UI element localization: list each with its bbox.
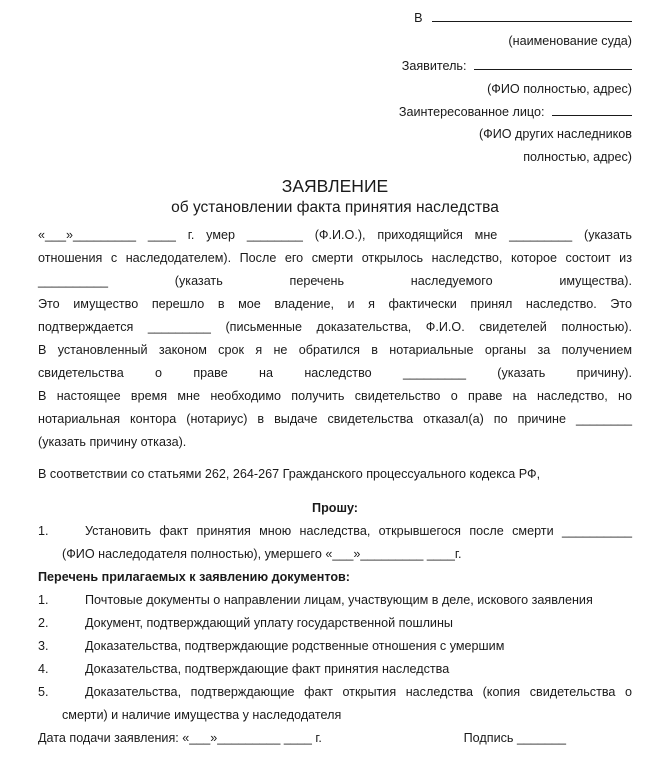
body-line-10: (указать причину отказа). [38,435,187,449]
document-subtitle: об установлении факта принятия наследства [171,199,499,216]
attachment-text-2: Документ, подтверждающий уплату государственной пошлины [85,616,453,630]
body-line-7: свидетельства о праве на наследство _________ (указать причину). [38,366,632,380]
applicant-blank [474,58,632,70]
court-hint: (наименование суда) [508,34,632,48]
request-item-number: 1. [38,524,49,538]
attachment-number-5: 5. [38,685,49,699]
attachment-text-4: Доказательства, подтверждающие факт принятия наследства [85,662,450,676]
request-item-line-2: (ФИО наследодателя полностью), умершего «___»_________ ____г. [62,547,462,561]
law-reference: В соответствии со статьями 262, 264-267 Гражданского процессуального кодекса РФ, [38,467,541,481]
court-blank [432,10,632,22]
attachment-number-4: 4. [38,662,49,676]
court-field [414,10,632,25]
body-line-8: В настоящее время мне необходимо получить свидетельство о праве на наследство, но [38,389,632,403]
body-line-4: Это имущество перешло в мое владение, и я фактически принял наследство. Это [38,297,632,311]
attachment-number-3: 3. [38,639,49,653]
interested-party-label: Заинтересованное лицо: [398,105,545,119]
attachment-text-5: Доказательства, подтверждающие факт открытия наследства (копия свидетельства о [85,685,632,699]
signature-field: Подпись _______ [463,731,566,745]
interested-party-blank [552,104,632,116]
attachment-text-5-continuation: смерти) и наличие имущества у наследодателя [62,708,342,722]
applicant-field [402,58,632,73]
body-line-6: В установленный законом срок я не обратился в нотариальные органы за получением [38,343,632,357]
body-line-5: подтверждается _________ (письменные доказательства, Ф.И.О. свидетелей полностью). [38,320,632,334]
submission-date: Дата подачи заявления: «___»_________ ____ г. [38,731,322,745]
attachments-heading: Перечень прилагаемых к заявлению документов: [38,570,350,584]
applicant-label: Заявитель: [401,59,467,73]
body-line-9: нотариальная контора (нотариус) в выдаче свидетельства отказал(а) по причине ________ [38,412,632,426]
attachment-number-1: 1. [38,593,49,607]
attachment-text-3: Доказательства, подтверждающие родственные отношения с умершим [85,639,505,653]
body-line-3: __________ (указать перечень наследуемого имущества). [38,274,632,288]
interested-party-hint-1: (ФИО других наследников [478,127,632,141]
document-title: ЗАЯВЛЕНИЕ [281,176,389,196]
request-item-line-1: Установить факт принятия мною наследства, открывшегося после смерти __________ [85,524,632,538]
interested-party-hint-2: полностью, адрес) [523,150,632,164]
request-heading: Прошу: [312,501,358,515]
interested-party-field [399,104,632,119]
applicant-hint: (ФИО полностью, адрес) [487,82,632,96]
attachment-text-1: Почтовые документы о направлении лицам, участвующим в деле, искового заявления [85,593,593,607]
attachment-number-2: 2. [38,616,49,630]
court-prefix: В [414,11,423,25]
body-line-2: отношения с наследодателем). После его смерти открылось наследство, которое состоит из [38,251,632,265]
body-line-1: «___»_________ ____ г. умер ________ (Ф.И.О.), приходящийся мне _________ (указать [38,228,632,242]
